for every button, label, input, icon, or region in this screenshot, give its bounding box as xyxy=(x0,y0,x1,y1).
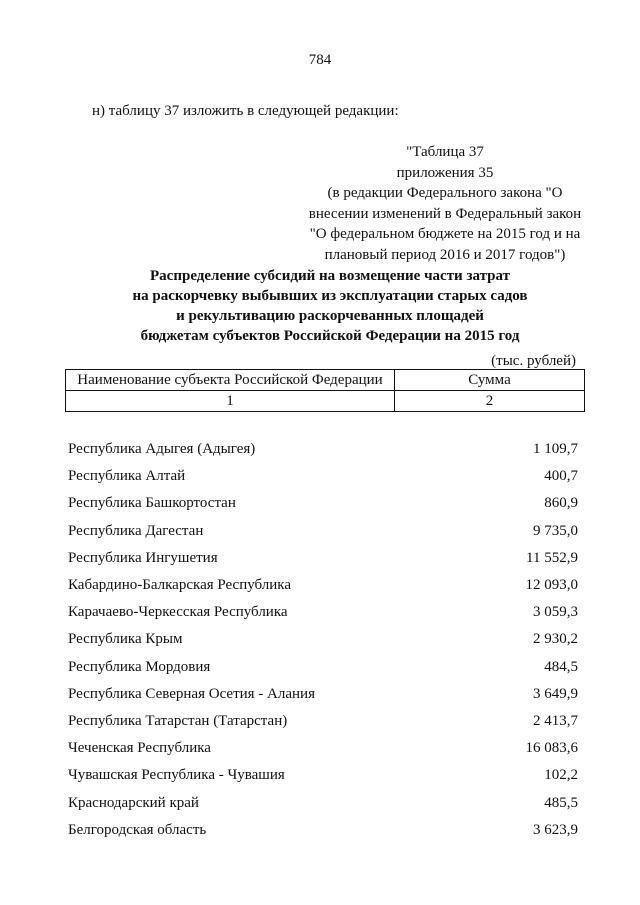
title-line: на раскорчевку выбывших из эксплуатации старых садов xyxy=(132,288,528,304)
table-caption xyxy=(300,142,590,265)
table-row xyxy=(68,545,578,572)
caption-line: "Таблица 37 xyxy=(406,144,484,160)
subsidy-amount: 1 109,7 xyxy=(533,441,578,458)
document-title xyxy=(60,266,600,346)
table-row xyxy=(68,572,578,599)
caption-line: "О федеральном бюджете на 2015 год и на xyxy=(309,226,581,242)
intro-text: н) таблицу 37 изложить в следующей редакции: xyxy=(92,103,399,119)
table-row xyxy=(68,681,578,708)
column-header-amount: Сумма xyxy=(395,370,585,391)
table-row xyxy=(68,490,578,517)
region-name: Чувашская Республика - Чувашия xyxy=(68,767,285,784)
subsidy-amount: 3 059,3 xyxy=(533,604,578,621)
region-name: Республика Алтай xyxy=(68,468,186,485)
subsidy-amount: 16 083,6 xyxy=(525,740,578,757)
caption-line: (в редакции Федерального закона "О xyxy=(327,185,563,201)
caption-line: внесении изменений в Федеральный закон xyxy=(308,205,582,222)
column-number-1: 1 xyxy=(66,391,395,412)
table-body xyxy=(68,436,578,844)
region-name: Республика Татарстан (Татарстан) xyxy=(68,712,288,729)
table-row xyxy=(68,436,578,463)
header-row xyxy=(66,370,585,391)
table-row xyxy=(68,789,578,816)
subsidy-amount: 102,2 xyxy=(544,767,578,784)
region-name: Республика Ингушетия xyxy=(68,549,218,566)
column-header-name: Наименование субъекта Российской Федерации xyxy=(66,370,395,391)
units-label: (тыс. рублей) xyxy=(491,353,576,369)
subsidy-amount: 2 930,2 xyxy=(533,631,578,648)
column-number-row xyxy=(66,391,585,412)
subsidy-amount: 3 623,9 xyxy=(533,821,578,838)
region-name: Республика Северная Осетия - Алания xyxy=(68,685,315,702)
title-line: Распределение субсидий на возмещение части затрат xyxy=(150,268,510,284)
region-name: Чеченская Республика xyxy=(68,740,211,757)
table-row xyxy=(68,708,578,735)
table-row xyxy=(68,599,578,626)
region-name: Кабардино-Балкарская Республика xyxy=(68,577,292,594)
column-number-2: 2 xyxy=(395,391,585,412)
region-name: Белгородская область xyxy=(68,821,207,838)
subsidy-amount: 9 735,0 xyxy=(533,522,578,539)
page-number: 784 xyxy=(308,52,332,68)
table-row xyxy=(68,735,578,762)
region-name: Республика Крым xyxy=(68,631,183,648)
subsidy-amount: 3 649,9 xyxy=(533,685,578,702)
table-row xyxy=(68,654,578,681)
region-name: Республика Дагестан xyxy=(68,522,204,539)
table-row xyxy=(68,762,578,789)
table-row xyxy=(68,817,578,844)
subsidy-amount: 860,9 xyxy=(544,495,578,512)
region-name: Карачаево-Черкесская Республика xyxy=(68,604,288,621)
caption-line: приложения 35 xyxy=(396,164,494,181)
table-row xyxy=(68,518,578,545)
table-header xyxy=(65,369,585,412)
region-name: Республика Башкортостан xyxy=(68,495,236,512)
region-name: Республика Адыгея (Адыгея) xyxy=(68,441,256,458)
title-line: и рекультивацию раскорчеванных площадей xyxy=(176,308,484,324)
subsidy-amount: 400,7 xyxy=(544,468,578,485)
subsidy-amount: 12 093,0 xyxy=(525,577,578,594)
title-line: бюджетам субъектов Российской Федерации на 2015 год xyxy=(140,328,520,344)
table-row xyxy=(68,626,578,653)
subsidy-amount: 484,5 xyxy=(544,658,578,675)
subsidy-amount: 485,5 xyxy=(544,794,578,811)
subsidy-amount: 2 413,7 xyxy=(533,712,578,729)
caption-line: плановый период 2016 и 2017 годов") xyxy=(324,246,566,263)
region-name: Краснодарский край xyxy=(68,794,199,811)
subsidy-amount: 11 552,9 xyxy=(526,549,578,566)
region-name: Республика Мордовия xyxy=(68,658,211,675)
table-row xyxy=(68,463,578,490)
